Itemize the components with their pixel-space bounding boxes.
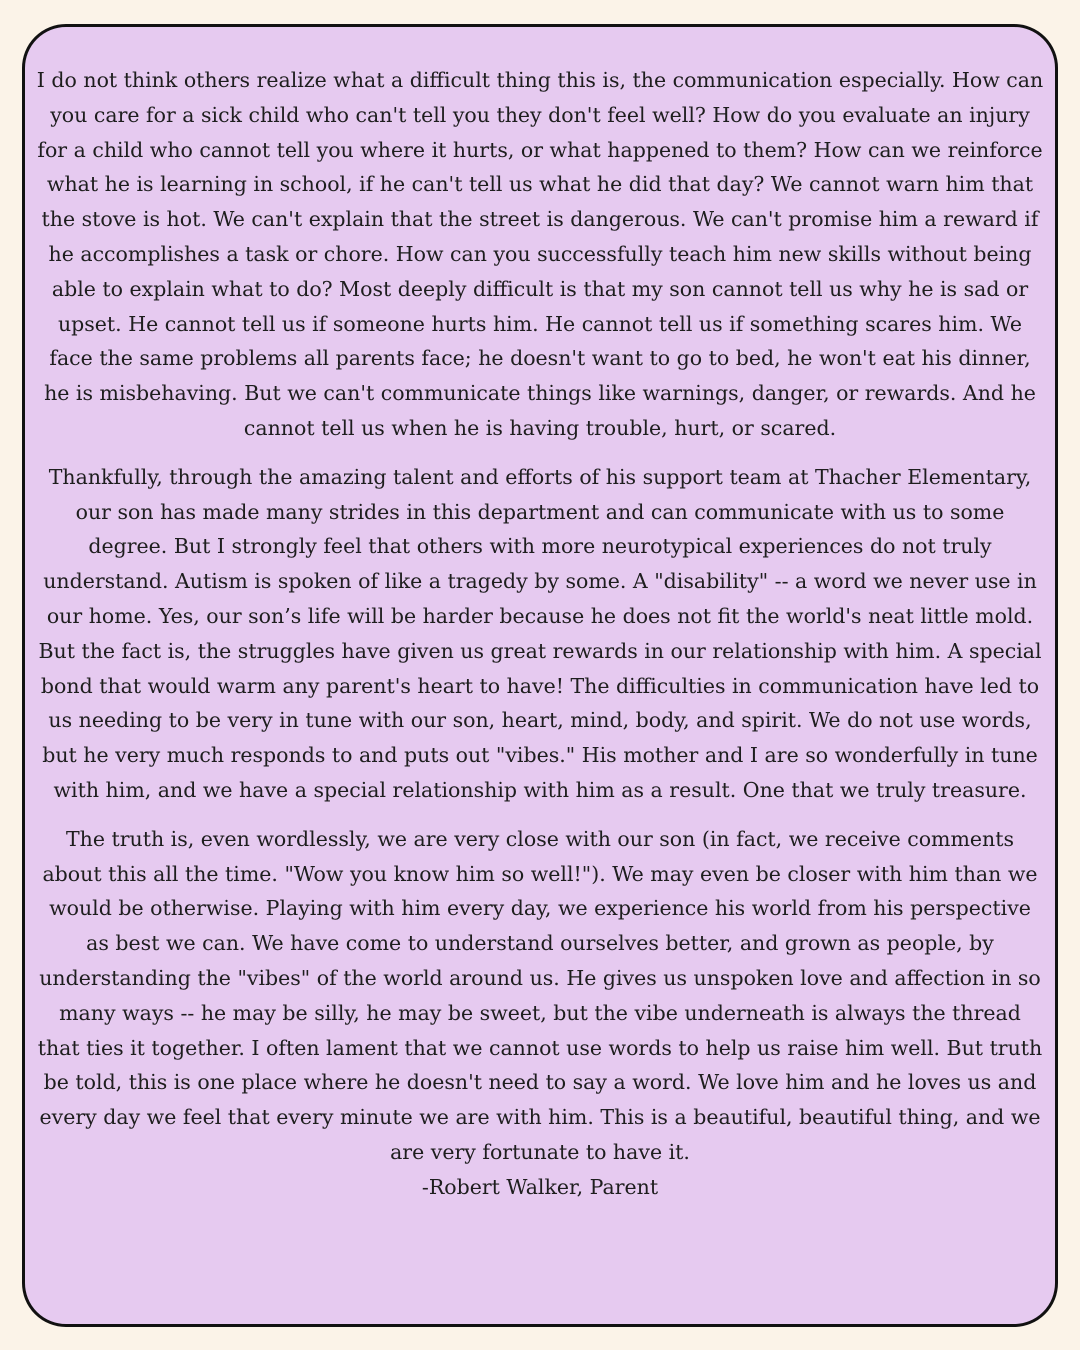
testimonial-signature: -Robert Walker, Parent [421,1174,659,1199]
testimonial-card [22,24,1058,1327]
testimonial-paragraph-3: The truth is, even wordlessly, we are very close with our son (in fact, we receive comments about this all the time. "Wow you know him so well!"). We may even be closer with him than we would be otherwise. Playing with him every day, we experience his world from his perspective as best we can. We have come to understand ourselves better, and grown as people, by understanding the "vibes" of the world around us. He gives us unspoken love and affection in so many ways -- he may be silly, he may be sweet, but the vibe underneath is always the thread that ties it together. I often lament that we cannot use words to help us raise him well. But truth be told, this is one place where he doesn't need to say a word. We love him and he loves us and every day we feel that every minute we are with him. This is a beautiful, beautiful thing, and we are very fortunate to have it. [37,826,1043,1164]
testimonial-paragraph-2: Thankfully, through the amazing talent and efforts of his support team at Thacher Elementary, our son has made many strides in this department and can communicate with us to some degree. But I strongly feel that others with more neurotypical experiences do not truly understand. Autism is spoken of like a tragedy by some. A "disability" -- a word we never use in our home. Yes, our son’s life will be harder because he does not fit the world's neat little mold. But the fact is, the struggles have given us great rewards in our relationship with him. A special bond that would warm any parent's heart to have! The difficulties in communication have led to us needing to be very in tune with our son, heart, mind, body, and spirit. We do not use words, but he very much responds to and puts out "vibes." His mother and I are so wonderfully in tune with him, and we have a special relationship with him as a result. One that we truly treasure. [38,464,1042,802]
testimonial-paragraph-1: I do not think others realize what a difficult thing this is, the communication especially. How can you care for a sick child who can't tell you they don't feel well? How do you evaluate an injury for a child who cannot tell you where it hurts, or what happened to them? How can we reinforce what he is learning in school, if he can't tell us what he did that day? We cannot warn him that the stove is hot. We can't explain that the street is dangerous. We can't promise him a reward if he accomplishes a task or chore. How can you successfully teach him new skills without being able to explain what to do? Most deeply difficult is that my son cannot tell us why he is sad or upset. He cannot tell us if someone hurts him. He cannot tell us if something scares him. We face the same problems all parents face; he doesn't want to go to bed, he won't eat his dinner, he is misbehaving. But we can't communicate things like warnings, danger, or rewards. And he cannot tell us when he is having trouble, hurt, or scared. [36,68,1044,440]
